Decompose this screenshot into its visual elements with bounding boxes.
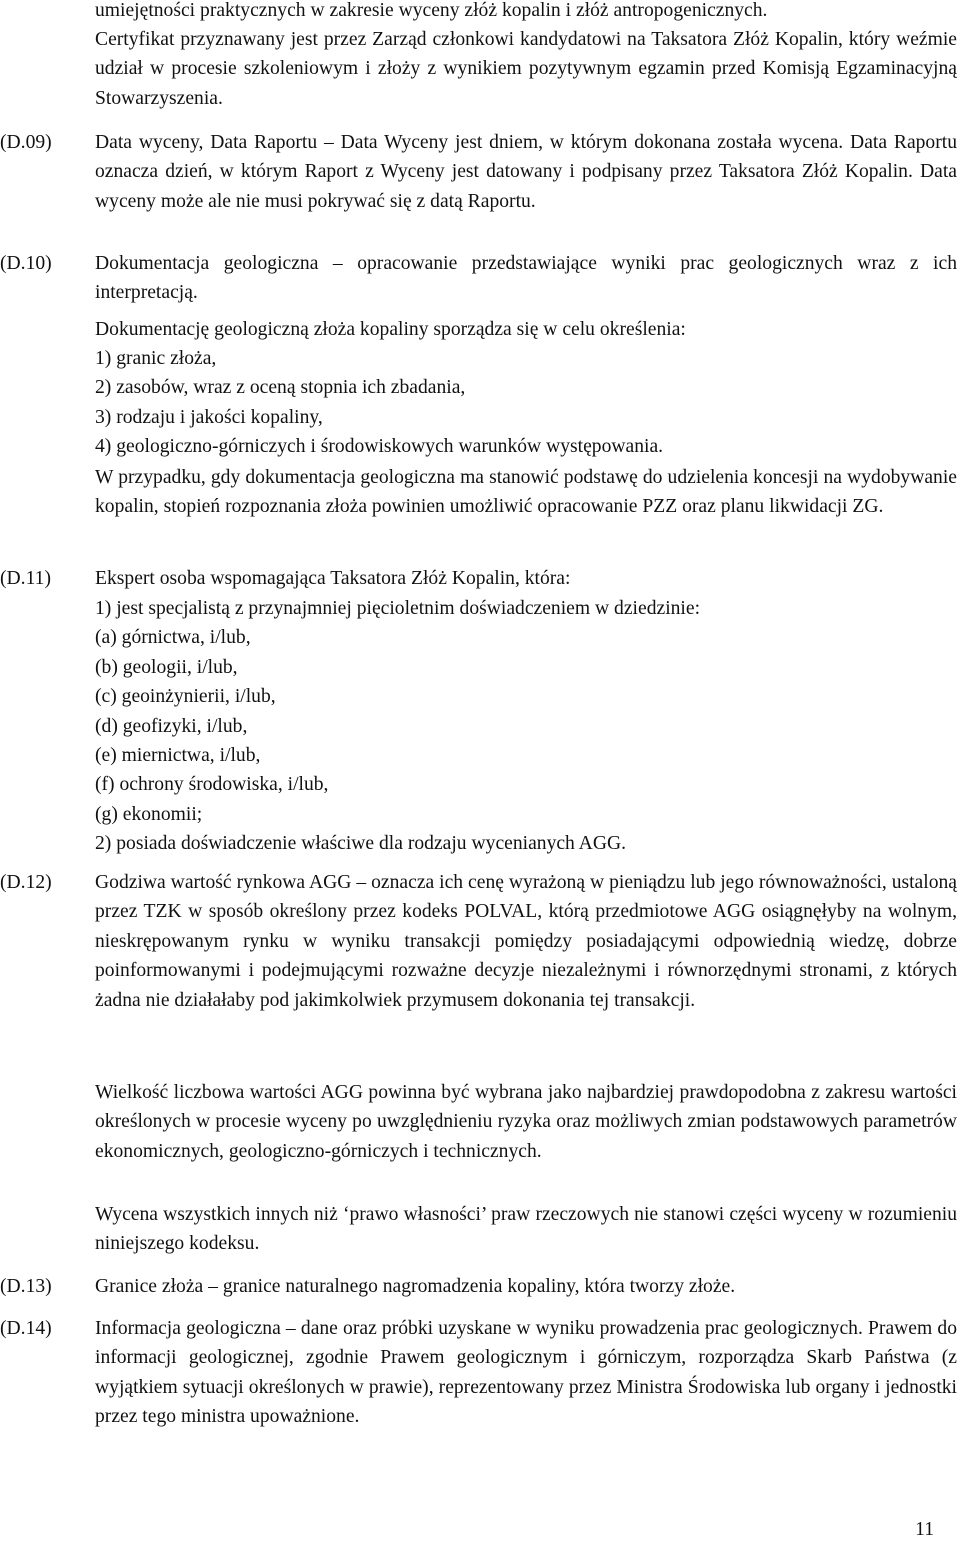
definition-number-d11: (D.11) (0, 568, 51, 589)
definition-d12-paragraph-3: Wycena wszystkich innych niż ‘prawo własności’ praw rzeczowych nie stanowi części wyceny w rozumieniu niniejszego kodeksu. (95, 1204, 957, 1255)
definition-number-d12: (D.12) (0, 872, 52, 893)
definition-d13-text: Granice złoża – granice naturalnego nagromadzenia kopaliny, która tworzy złoże. (95, 1276, 736, 1297)
list-item: (a) górnictwa, i/lub, (95, 627, 251, 649)
list-item: (g) ekonomii; (95, 803, 203, 825)
list-item: (b) geologii, i/lub, (95, 656, 238, 678)
list-item: 1) jest specjalistą z przynajmniej pięcioletnim doświadczeniem w dziedzinie: (95, 598, 701, 619)
continuation-line: umiejętności praktycznych w zakresie wyceny złóż kopalin i złóż antropogenicznych. (95, 0, 768, 21)
list-item: (d) geofizyki, i/lub, (95, 715, 248, 737)
definition-d09-text: Data wyceny, Data Raportu – Data Wyceny jest dniem, w którym dokonana została wycena. Data Raportu oznacza dzień, w którym Raport z Wyceny jest datowany i podpisany przez Taksatora Złóż Kopalin. Data wyceny może ale nie musi pokrywać się z datą Raportu. (95, 132, 957, 212)
list-item: (e) miernictwa, i/lub, (95, 745, 261, 767)
definition-d10-intro: Dokumentację geologiczną złoża kopaliny sporządza się w celu określenia: (95, 319, 686, 340)
definition-d10-list (95, 344, 957, 462)
list-item: 2) posiada doświadczenie właściwe dla rodzaju wycenianych AGG. (95, 833, 627, 855)
definition-d12-paragraph-2: Wielkość liczbowa wartości AGG powinna być wybrana jako najbardziej prawdopodobna z zakresu wartości określonych w procesie wyceny po uwzględnieniu ryzyka oraz możliwych zmian podstawowych parametrów ekonomicznych, geologiczno-górniczych i technicznych. (95, 1082, 957, 1162)
definition-number-d14: (D.14) (0, 1318, 52, 1339)
definition-d10-text: Dokumentacja geologiczna – opracowanie przedstawiające wyniki prac geologicznych wraz z ich interpretacją. (95, 253, 957, 304)
certificate-paragraph: Certyfikat przyznawany jest przez Zarząd członkowi kandydatowi na Taksatora Złóż Kopalin, który weźmie udział w procesie szkoleniowym i złoży z wynikiem pozytywnym egzamin przed Komisją Egzaminacyjną Stowarzyszenia. (95, 29, 957, 109)
definition-number-d10: (D.10) (0, 253, 52, 274)
definition-d10-paragraph-2: W przypadku, gdy dokumentacja geologiczna ma stanowić podstawę do udzielenia koncesji na wydobywanie kopalin, stopień rozpoznania złoża powinien umożliwić opracowanie PZZ oraz planu likwidacji ZG. (95, 467, 957, 518)
list-item: 1) granic złoża, (95, 348, 217, 369)
definition-d14-text: Informacja geologiczna – dane oraz próbki uzyskane w wyniku prowadzenia prac geologicznych. Prawem do informacji geologicznej, zgodnie Prawem geologicznym i górniczym, rozporządza Skarb Państwa (z wyjątkiem sytuacji określonych w prawie), reprezentowany przez Ministra Środowiska lub organy i jednostki przez tego ministra upoważnione. (95, 1318, 957, 1428)
list-item: (c) geoinżynierii, i/lub, (95, 686, 276, 708)
list-item: 2) zasobów, wraz z oceną stopnia ich zbadania, (95, 377, 466, 399)
definition-d12-paragraph-1: Godziwa wartość rynkowa AGG – oznacza ich cenę wyrażoną w pieniądzu lub jego równoważności, ustaloną przez TZK w sposób określony przez kodeks POLVAL, którą przedmiotowe AGG osiągnęłyby na wolnym, nieskrępowanym rynku w wyniku transakcji pomiędzy posiadającymi odpowiednią wiedzę, dobrze poinformowanymi i podejmującymi rozważne decyzje niezależnymi i równorzędnymi stronami, z których żadna nie działałaby pod jakimkolwiek przymusem dokonania tej transakcji. (95, 872, 957, 1011)
definition-d11-list (95, 594, 957, 859)
definition-number-d09: (D.09) (0, 132, 52, 153)
list-item: (f) ochrony środowiska, i/lub, (95, 774, 329, 796)
definition-number-d13: (D.13) (0, 1276, 52, 1297)
list-item: 3) rodzaju i jakości kopaliny, (95, 406, 323, 428)
definition-d11-intro: Ekspert osoba wspomagająca Taksatora Złóż Kopalin, która: (95, 568, 571, 589)
page-number: 11 (915, 1519, 934, 1540)
list-item: 4) geologiczno-górniczych i środowiskowych warunków występowania. (95, 436, 664, 458)
